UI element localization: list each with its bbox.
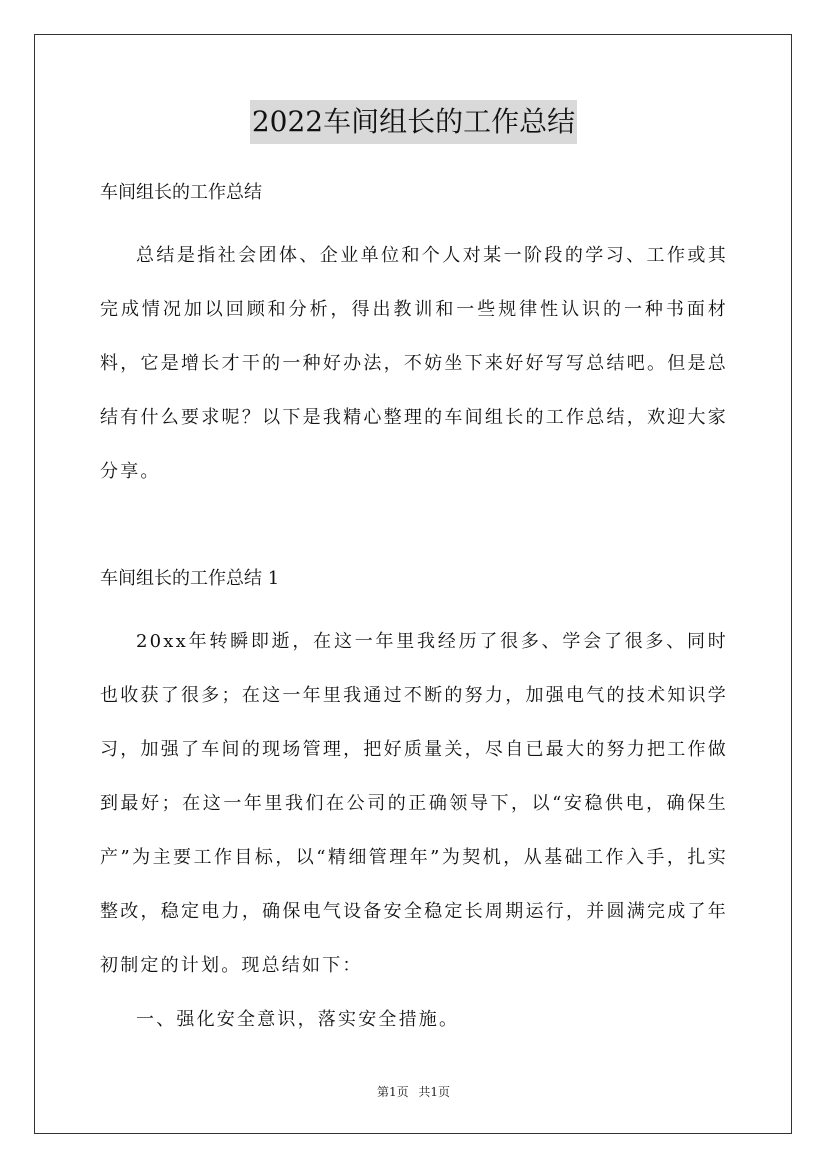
page-number-total: 共1页	[418, 1085, 451, 1099]
title-container	[0, 100, 827, 144]
section-heading-intro: 车间组长的工作总结	[100, 182, 262, 203]
spacer	[100, 499, 728, 561]
document-title: 2022车间组长的工作总结	[250, 100, 577, 144]
spacer	[100, 597, 728, 615]
page-footer	[0, 1083, 827, 1100]
document-body	[100, 175, 728, 1047]
intro-paragraph: 总结是指社会团体、企业单位和个人对某一阶段的学习、工作或其完成情况加以回顾和分析，得出教训和一些规律性认识的一种书面材料，它是增长才干的一种好办法，不妨坐下来好好写写总结吧。但是总结有什么要求呢？以下是我精心整理的车间组长的工作总结，欢迎大家分享。	[100, 245, 728, 482]
body-paragraph-1: 20xx年转瞬即逝，在这一年里我经历了很多、学会了很多、同时也收获了很多；在这一年里我通过不断的努力，加强电气的技术知识学习，加强了车间的现场管理，把好质量关，尽自已最大的努力把工作做到最好；在这一年里我们在公司的正确领导下，以“安稳供电，确保生产”为主要工作目标，以“精细管理年”为契机，从基础工作入手，扎实整改，稳定电力，确保电气设备安全稳定长周期运行，并圆满完成了年初制定的计划。现总结如下：	[100, 631, 728, 976]
body-paragraph-2: 一、强化安全意识，落实安全措施。	[136, 1009, 460, 1030]
page-number-current: 第1页	[376, 1085, 409, 1099]
spacer	[100, 211, 728, 229]
section-heading-1: 车间组长的工作总结 1	[100, 568, 280, 589]
